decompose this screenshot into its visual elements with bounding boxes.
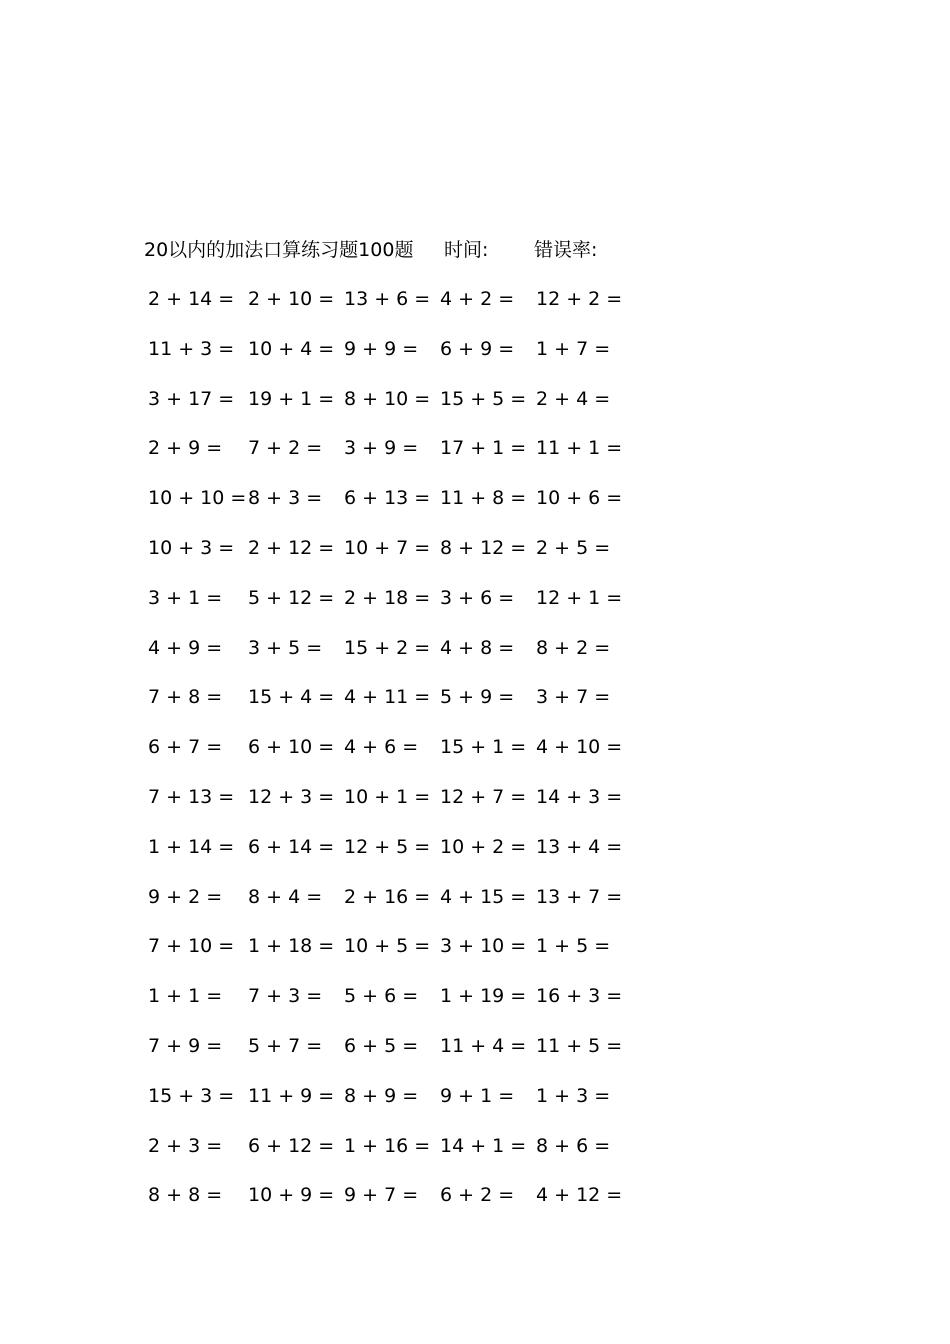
problem-item: 12 + 5 =	[344, 836, 431, 858]
problem-item: 15 + 4 =	[248, 686, 335, 708]
problem-item: 15 + 1 =	[440, 736, 527, 758]
problem-item: 9 + 9 =	[344, 338, 419, 360]
problem-item: 5 + 12 =	[248, 587, 335, 609]
problem-item: 7 + 13 =	[148, 786, 235, 808]
problem-item: 12 + 2 =	[536, 288, 623, 310]
problem-item: 7 + 9 =	[148, 1035, 223, 1057]
problem-item: 19 + 1 =	[248, 388, 335, 410]
problem-item: 6 + 10 =	[248, 736, 335, 758]
problem-item: 2 + 5 =	[536, 537, 611, 559]
problem-item: 6 + 12 =	[248, 1135, 335, 1157]
problem-item: 3 + 7 =	[536, 686, 611, 708]
problem-item: 10 + 2 =	[440, 836, 527, 858]
problem-item: 11 + 1 =	[536, 437, 623, 459]
time-label: 时间:	[444, 239, 489, 261]
problem-item: 4 + 15 =	[440, 886, 527, 908]
problem-item: 2 + 4 =	[536, 388, 611, 410]
problem-item: 6 + 2 =	[440, 1184, 515, 1206]
problem-item: 4 + 9 =	[148, 637, 223, 659]
problem-item: 9 + 2 =	[148, 886, 223, 908]
problem-item: 6 + 9 =	[440, 338, 515, 360]
problem-item: 11 + 4 =	[440, 1035, 527, 1057]
problem-item: 4 + 2 =	[440, 288, 515, 310]
problem-item: 10 + 3 =	[148, 537, 235, 559]
problem-item: 8 + 6 =	[536, 1135, 611, 1157]
problem-item: 10 + 10 =	[148, 487, 247, 509]
problem-item: 8 + 9 =	[344, 1085, 419, 1107]
problem-item: 3 + 1 =	[148, 587, 223, 609]
problem-item: 6 + 13 =	[344, 487, 431, 509]
problem-item: 13 + 4 =	[536, 836, 623, 858]
problem-item: 3 + 5 =	[248, 637, 323, 659]
problem-item: 1 + 18 =	[248, 935, 335, 957]
problem-item: 6 + 14 =	[248, 836, 335, 858]
problem-item: 4 + 10 =	[536, 736, 623, 758]
problem-item: 2 + 12 =	[248, 537, 335, 559]
problem-item: 7 + 3 =	[248, 985, 323, 1007]
problem-item: 13 + 6 =	[344, 288, 431, 310]
problem-item: 5 + 7 =	[248, 1035, 323, 1057]
problem-item: 11 + 8 =	[440, 487, 527, 509]
problem-item: 17 + 1 =	[440, 437, 527, 459]
problem-item: 5 + 9 =	[440, 686, 515, 708]
problem-item: 12 + 3 =	[248, 786, 335, 808]
problem-item: 2 + 3 =	[148, 1135, 223, 1157]
problem-item: 10 + 9 =	[248, 1184, 335, 1206]
problem-item: 10 + 7 =	[344, 537, 431, 559]
problem-item: 16 + 3 =	[536, 985, 623, 1007]
problem-item: 3 + 6 =	[440, 587, 515, 609]
problem-item: 10 + 6 =	[536, 487, 623, 509]
problem-item: 4 + 11 =	[344, 686, 431, 708]
problem-item: 10 + 5 =	[344, 935, 431, 957]
problem-item: 9 + 1 =	[440, 1085, 515, 1107]
problem-item: 8 + 10 =	[344, 388, 431, 410]
problem-item: 1 + 7 =	[536, 338, 611, 360]
worksheet-title: 20以内的加法口算练习题100题	[144, 239, 414, 261]
problem-item: 12 + 1 =	[536, 587, 623, 609]
problem-item: 3 + 9 =	[344, 437, 419, 459]
problem-item: 12 + 7 =	[440, 786, 527, 808]
problem-item: 15 + 3 =	[148, 1085, 235, 1107]
error-rate-label: 错误率:	[534, 239, 598, 261]
problem-item: 1 + 14 =	[148, 836, 235, 858]
problem-item: 7 + 10 =	[148, 935, 235, 957]
problem-item: 4 + 6 =	[344, 736, 419, 758]
problem-item: 2 + 18 =	[344, 587, 431, 609]
problem-item: 13 + 7 =	[536, 886, 623, 908]
problem-item: 8 + 8 =	[148, 1184, 223, 1206]
problem-item: 6 + 5 =	[344, 1035, 419, 1057]
problem-item: 2 + 14 =	[148, 288, 235, 310]
problem-item: 14 + 3 =	[536, 786, 623, 808]
problem-item: 7 + 2 =	[248, 437, 323, 459]
problem-item: 15 + 2 =	[344, 637, 431, 659]
problem-item: 8 + 3 =	[248, 487, 323, 509]
problem-item: 3 + 17 =	[148, 388, 235, 410]
problem-item: 1 + 1 =	[148, 985, 223, 1007]
problem-item: 11 + 3 =	[148, 338, 235, 360]
problem-item: 2 + 10 =	[248, 288, 335, 310]
problem-item: 11 + 5 =	[536, 1035, 623, 1057]
problem-item: 3 + 10 =	[440, 935, 527, 957]
problem-item: 8 + 12 =	[440, 537, 527, 559]
problem-item: 1 + 5 =	[536, 935, 611, 957]
problem-item: 7 + 8 =	[148, 686, 223, 708]
problem-item: 8 + 2 =	[536, 637, 611, 659]
problem-item: 8 + 4 =	[248, 886, 323, 908]
problem-item: 14 + 1 =	[440, 1135, 527, 1157]
problem-item: 10 + 1 =	[344, 786, 431, 808]
problem-item: 4 + 8 =	[440, 637, 515, 659]
problem-item: 5 + 6 =	[344, 985, 419, 1007]
problem-item: 4 + 12 =	[536, 1184, 623, 1206]
problem-item: 11 + 9 =	[248, 1085, 335, 1107]
problem-item: 1 + 3 =	[536, 1085, 611, 1107]
problem-item: 2 + 16 =	[344, 886, 431, 908]
problem-item: 6 + 7 =	[148, 736, 223, 758]
problem-item: 2 + 9 =	[148, 437, 223, 459]
problem-item: 10 + 4 =	[248, 338, 335, 360]
problem-item: 15 + 5 =	[440, 388, 527, 410]
problem-item: 1 + 16 =	[344, 1135, 431, 1157]
problem-item: 9 + 7 =	[344, 1184, 419, 1206]
problem-item: 1 + 19 =	[440, 985, 527, 1007]
